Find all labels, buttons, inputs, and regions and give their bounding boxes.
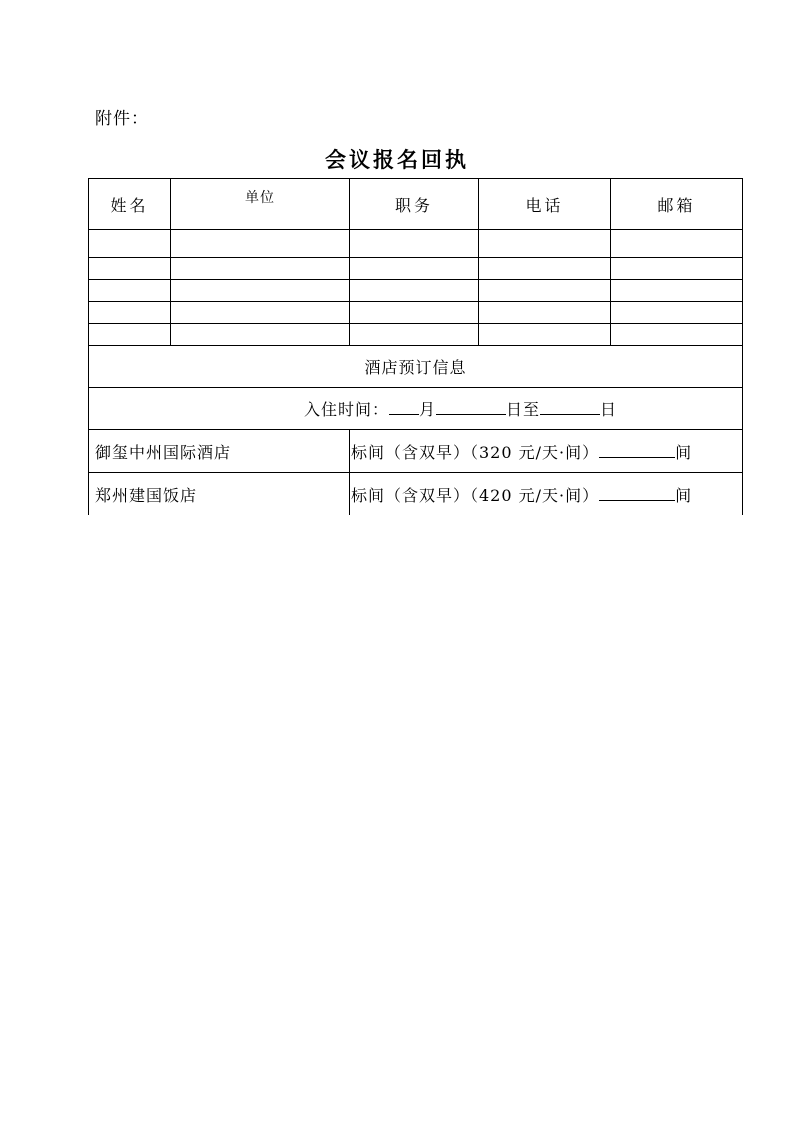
position-cell[interactable] bbox=[350, 230, 479, 258]
name-cell[interactable] bbox=[89, 302, 171, 324]
position-cell[interactable] bbox=[350, 324, 479, 346]
phone-cell[interactable] bbox=[479, 258, 611, 280]
email-cell[interactable] bbox=[611, 302, 743, 324]
hotel-name: 郑州建国饭店 bbox=[89, 473, 350, 516]
checkin-day-label: 日 bbox=[600, 400, 618, 419]
room-cell bbox=[350, 430, 743, 473]
position-cell[interactable] bbox=[350, 280, 479, 302]
room-suffix: 间 bbox=[675, 442, 693, 462]
hotel-row bbox=[89, 430, 743, 473]
registration-table bbox=[88, 178, 743, 515]
unit-cell[interactable] bbox=[171, 324, 350, 346]
start-day-blank[interactable] bbox=[436, 400, 506, 415]
hotel-row bbox=[89, 473, 743, 516]
end-day-blank[interactable] bbox=[540, 400, 600, 415]
attachment-label: 附件： bbox=[95, 109, 149, 129]
hotel-name: 御玺中州国际酒店 bbox=[89, 430, 350, 473]
table-row bbox=[89, 302, 743, 324]
table-row bbox=[89, 280, 743, 302]
header-position: 职务 bbox=[350, 179, 479, 230]
room-type: 标间（含双早）（320 元/天·间） bbox=[351, 442, 600, 462]
header-unit: 单位 bbox=[171, 179, 350, 230]
name-cell[interactable] bbox=[89, 280, 171, 302]
header-phone: 电话 bbox=[479, 179, 611, 230]
header-name: 姓名 bbox=[89, 179, 171, 230]
unit-cell[interactable] bbox=[171, 280, 350, 302]
email-cell[interactable] bbox=[611, 324, 743, 346]
name-cell[interactable] bbox=[89, 258, 171, 280]
table-row bbox=[89, 324, 743, 346]
room-suffix: 间 bbox=[675, 485, 693, 505]
checkin-prefix: 入住时间： bbox=[303, 400, 389, 419]
header-row bbox=[89, 179, 743, 230]
room-cell bbox=[350, 473, 743, 516]
unit-cell[interactable] bbox=[171, 258, 350, 280]
checkin-day-to-label: 日至 bbox=[506, 400, 541, 419]
form-title: 会议报名回执 bbox=[325, 148, 469, 172]
header-email: 邮箱 bbox=[611, 179, 743, 230]
hotel-section-label: 酒店预订信息 bbox=[89, 346, 743, 388]
table-row bbox=[89, 230, 743, 258]
position-cell[interactable] bbox=[350, 258, 479, 280]
email-cell[interactable] bbox=[611, 230, 743, 258]
name-cell[interactable] bbox=[89, 324, 171, 346]
checkin-cell bbox=[89, 388, 743, 430]
phone-cell[interactable] bbox=[479, 280, 611, 302]
email-cell[interactable] bbox=[611, 258, 743, 280]
phone-cell[interactable] bbox=[479, 324, 611, 346]
email-cell[interactable] bbox=[611, 280, 743, 302]
table-row bbox=[89, 258, 743, 280]
checkin-row bbox=[89, 388, 743, 430]
unit-cell[interactable] bbox=[171, 230, 350, 258]
checkin-month-label: 月 bbox=[418, 400, 436, 419]
room-type: 标间（含双早）（420 元/天·间） bbox=[351, 485, 600, 505]
hotel-section-row bbox=[89, 346, 743, 388]
unit-cell[interactable] bbox=[171, 302, 350, 324]
phone-cell[interactable] bbox=[479, 302, 611, 324]
room-count-blank[interactable] bbox=[599, 486, 675, 501]
phone-cell[interactable] bbox=[479, 230, 611, 258]
name-cell[interactable] bbox=[89, 230, 171, 258]
month-blank[interactable] bbox=[389, 400, 419, 415]
room-count-blank[interactable] bbox=[599, 443, 675, 458]
position-cell[interactable] bbox=[350, 302, 479, 324]
